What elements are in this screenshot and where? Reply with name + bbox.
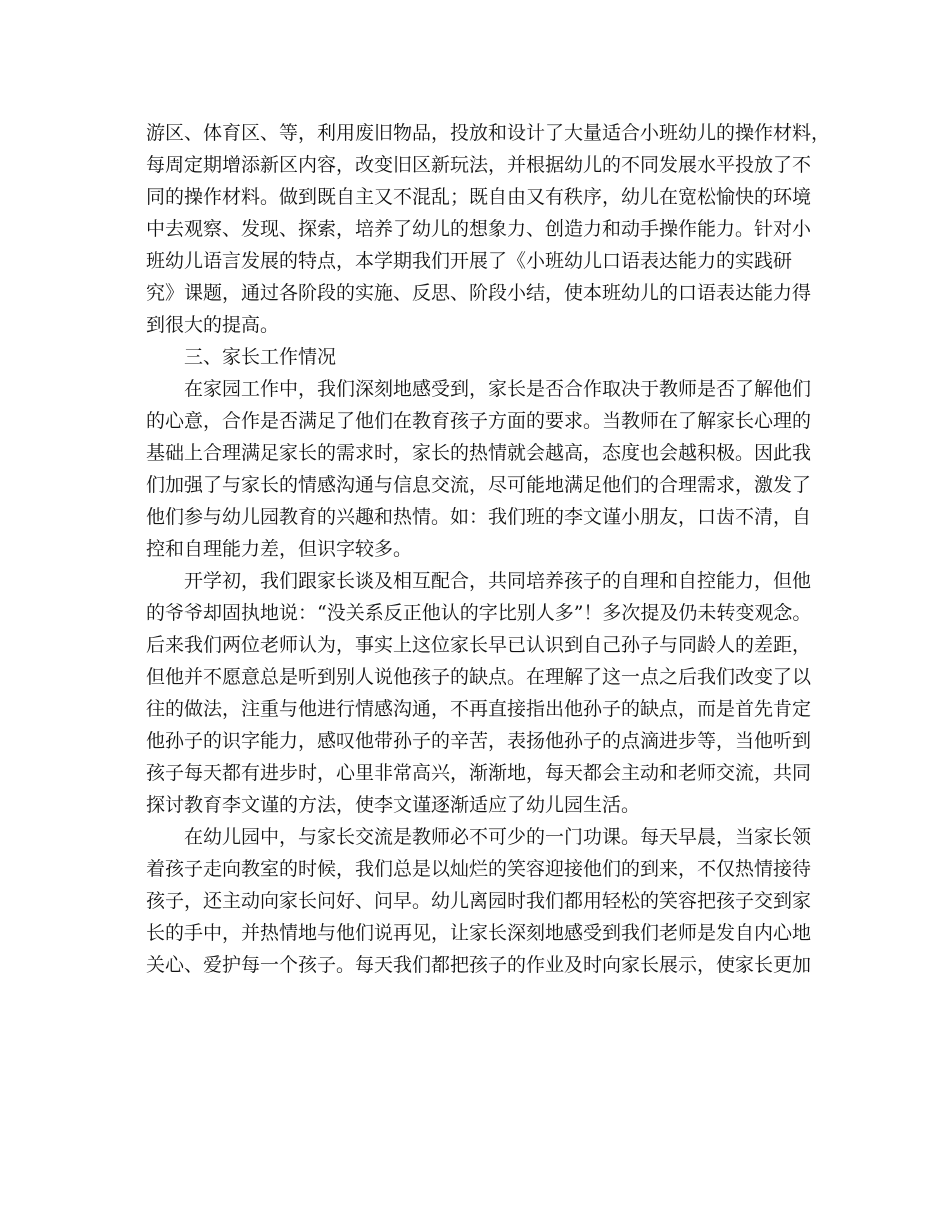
body-text-line: 开学初，我们跟家长谈及相互配合，共同培养孩子的自理和自控能力，但他 [184,570,812,592]
body-text-line: 着孩子走向教室的时候，我们总是以灿烂的笑容迎接他们的到来，不仅热情接待 [146,858,812,880]
body-text-line: 同的操作材料。做到既自主又不混乱；既自由又有秩序，幼儿在宽松愉快的环境 [146,186,812,208]
body-text-line: 长的手中，并热情地与他们说再见，让家长深刻地感受到我们老师是发自内心地 [146,922,812,944]
body-text-line: 基础上合理满足家长的需求时，家长的热情就会越高，态度也会越积极。因此我 [146,442,812,464]
body-text-line: 每周定期增添新区内容，改变旧区新玩法，并根据幼儿的不同发展水平投放了不 [146,154,812,176]
body-text-line: 关心、爱护每一个孩子。每天我们都把孩子的作业及时向家长展示，使家长更加 [146,954,812,976]
body-text-line: 孩子，还主动向家长问好、问早。幼儿离园时我们都用轻松的笑容把孩子交到家 [146,890,812,912]
body-text-line: 的心意，合作是否满足了他们在教育孩子方面的要求。当教师在了解家长心理的 [146,410,812,432]
body-text-line: 游区、体育区、等，利用废旧物品，投放和设计了大量适合小班幼儿的操作材料， [146,122,831,144]
body-text-line: 孩子每天都有进步时，心里非常高兴，渐渐地，每天都会主动和老师交流，共同 [146,762,812,784]
body-text-line: 往的做法，注重与他进行情感沟通，不再直接指出他孙子的缺点，而是首先肯定 [146,698,812,720]
body-text-line: 后来我们两位老师认为，事实上这位家长早已认识到自己孙子与同龄人的差距， [146,634,812,656]
body-text-line: 在幼儿园中，与家长交流是教师必不可少的一门功课。每天早晨，当家长领 [184,826,812,848]
body-text-line: 的爷爷却固执地说：“没关系反正他认的字比别人多”！多次提及仍未转变观念。 [146,602,812,624]
body-text-line: 们加强了与家长的情感沟通与信息交流，尽可能地满足他们的合理需求，激发了 [146,474,812,496]
body-text-line: 到很大的提高。 [146,314,280,336]
body-text-line: 班幼儿语言发展的特点，本学期我们开展了《小班幼儿口语表达能力的实践研 [146,250,793,272]
body-text-line: 究》课题，通过各阶段的实施、反思、阶段小结，使本班幼儿的口语表达能力得 [146,282,812,304]
body-text-line: 他孙子的识字能力，感叹他带孙子的辛苦，表扬他孙子的点滴进步等，当他听到 [146,730,812,752]
body-text-line: 中去观察、发现、探索，培养了幼儿的想象力、创造力和动手操作能力。针对小 [146,218,812,240]
body-text-line: 他们参与幼儿园教育的兴趣和热情。如：我们班的李文谨小朋友，口齿不清，自 [146,506,812,528]
body-text-line: 但他并不愿意总是听到别人说他孩子的缺点。在理解了这一点之后我们改变了以 [146,666,812,688]
body-text-line: 控和自理能力差，但识字较多。 [146,538,413,560]
section-heading: 三、家长工作情况 [184,346,337,368]
body-text-line: 在家园工作中，我们深刻地感受到，家长是否合作取决于教师是否了解他们 [184,378,812,400]
body-text-line: 探讨教育李文谨的方法，使李文谨逐渐适应了幼儿园生活。 [146,794,641,816]
